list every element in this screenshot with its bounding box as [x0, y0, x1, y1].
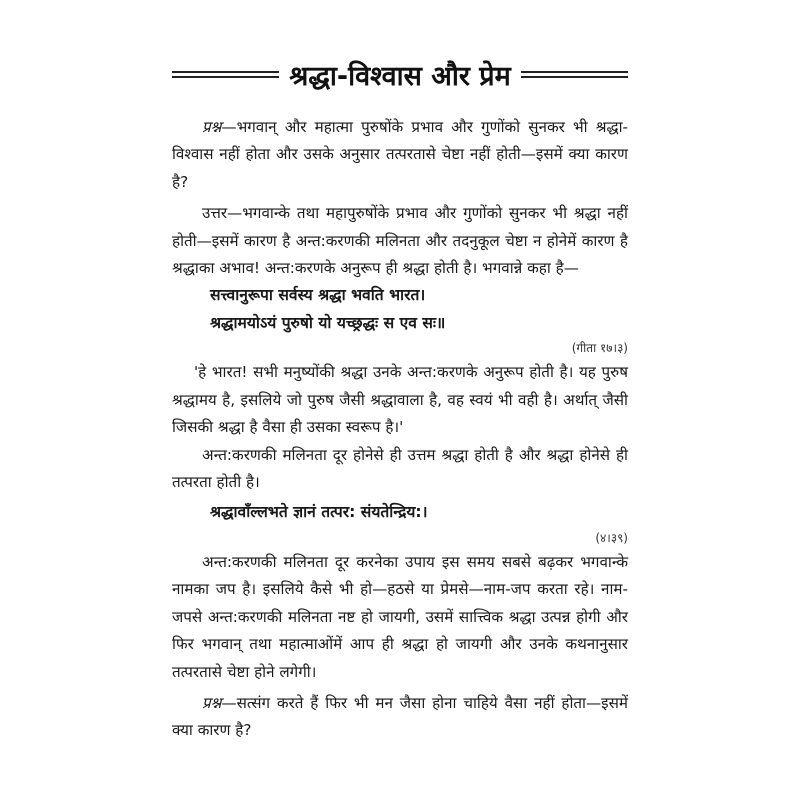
question-1-label: प्रश्न — [202, 118, 222, 136]
title-rule-right — [521, 71, 628, 78]
answer-1 — [172, 200, 628, 282]
answer-1-text: —भगवान्के तथा महापुरुषोंके प्रभाव और गुणोंको सुनकर भी श्रद्धा नहीं होती—इसमें कारण है अन्त:करणकी मलिनता और तदनुकूल चेष्टा न होनेमें कारण है श्रद्धाका अभाव! अन्त:करणके अनुरूप ही श्रद्धा होती है। भगवान्ने कहा है— — [172, 204, 628, 278]
question-2 — [172, 690, 628, 745]
title-rule-left — [172, 71, 279, 78]
translation-1: 'हे भारत! सभी मनुष्योंकी श्रद्धा उनके अन्त:करणके अनुरूप होती है। यह पुरुष श्रद्धामय है, इसलिये जो पुरुष जैसी श्रद्धावाला है, वह स्वयं भी वही है। अर्थात् जैसी जिसकी श्रद्धा है वैसा ही उसका स्वरूप है।' — [172, 363, 628, 437]
paragraph-2: अन्त:करणकी मलिनता दूर होनेसे ही उत्तम श्रद्धा होती है और श्रद्धा होनेसे ही तत्परता होती है। — [172, 445, 628, 492]
verse-2-line-1: श्रद्धावाँल्लभते ज्ञानं तत्पर: संयतेन्द्रिय:। — [210, 503, 428, 522]
answer-1-label: उत्तर — [202, 204, 228, 223]
book-page — [172, 52, 628, 800]
question-2-label: प्रश्न — [202, 694, 222, 712]
question-2-text: —सत्संग करते हैं फिर भी मन जैसा होना चाहिये वैसा नहीं होता—इसमें क्या कारण है? — [172, 694, 628, 740]
verse-1-line-1: सत्त्वानुरूपा सर्वस्य श्रद्धा भवति भारत। — [210, 286, 426, 305]
title-row — [172, 52, 628, 96]
verse-1-line-2: श्रद्धामयोऽयं पुरुषो यो यच्छ्रद्धः स एव सः॥ — [210, 313, 446, 332]
verse-1-reference: (गीता १७।३) — [571, 341, 628, 356]
page-title: श्रद्धा-विश्वास और प्रेम — [289, 60, 511, 92]
question-1-text: —भगवान् और महात्मा पुरुषोंके प्रभाव और गुणोंको सुनकर भी श्रद्धा-विश्वास नहीं होता और उसके अनुसार तत्परतासे चेष्टा नहीं होती—इसमें क्या कारण है? — [172, 118, 628, 191]
verse-2-reference: (४।३९) — [595, 530, 628, 545]
question-1 — [172, 114, 628, 196]
paragraph-3: अन्त:करणकी मलिनता दूर करनेका उपाय इस समय सबसे बढ़कर भगवान्के नामका जप है। इसलिये कैसे भी हो—हठसे या प्रेमसे—नाम-जप करता रहे। नाम-जपसे अन्त:करणकी मलिनता नष्ट हो जायगी, उसमें सात्त्विक श्रद्धा उत्पन्न होगी और फिर भगवान् तथा महात्माओंमें आप ही श्रद्धा हो जायगी और उनके कथनानुसार तत्परतासे चेष्टा होने लगेगी। — [172, 552, 628, 681]
